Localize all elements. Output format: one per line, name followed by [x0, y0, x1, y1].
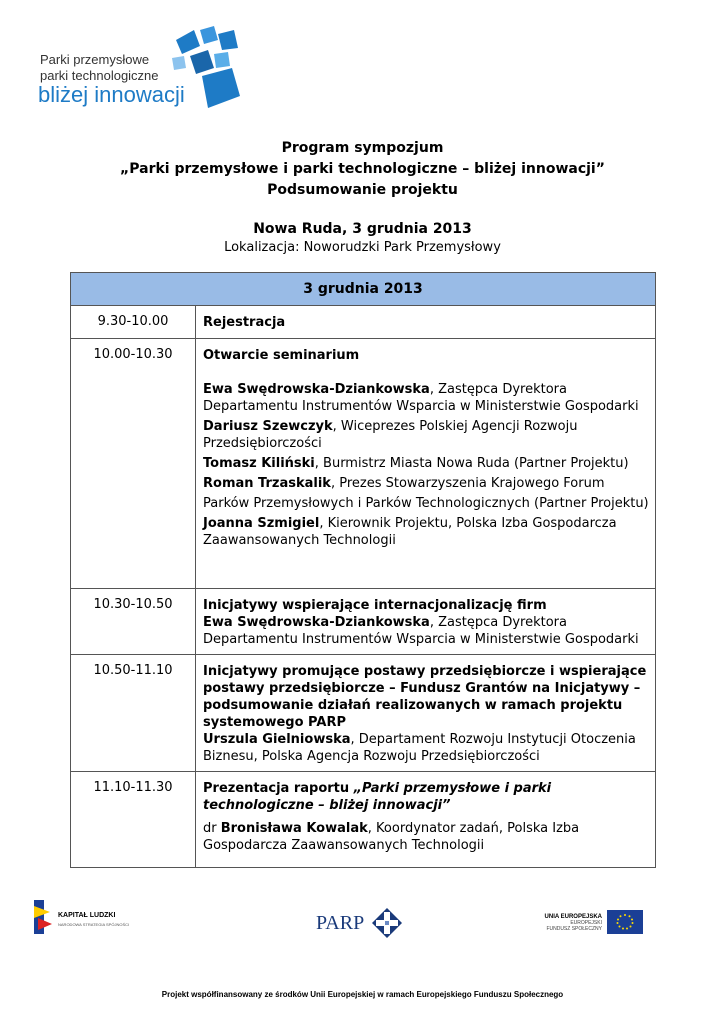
table-row	[71, 772, 656, 868]
logo-line-3: bliżej innowacji	[38, 82, 185, 107]
session-title: Otwarcie seminarium	[203, 348, 360, 363]
eu-flag-icon	[607, 910, 643, 934]
speaker-continued: Parków Przemysłowych i Parków Technologicznych (Partner Projektu)	[203, 496, 649, 511]
speaker: Tomasz Kiliński, Burmistrz Miasta Nowa Ruda (Partner Projektu)	[203, 456, 629, 471]
program-table	[70, 272, 656, 868]
kapital-ludzki-emblem-icon	[32, 900, 54, 934]
table-row	[71, 339, 656, 589]
logo-line-2: parki technologiczne	[40, 68, 159, 83]
time-cell: 9.30-10.00	[71, 306, 196, 339]
speaker: Ewa Swędrowska-Dziankowska, Zastępca Dyrektora Departamentu Instrumentów Wsparcia w Ministerstwie Gospodarki	[203, 382, 639, 414]
session-title: Prezentacja raportu „Parki przemysłowe i parki technologiczne – bliżej innowacji”	[203, 781, 552, 813]
location-line: Lokalizacja: Noworudzki Park Przemysłowy	[224, 240, 501, 255]
session-cell	[196, 306, 656, 339]
speaker: Joanna Szmigiel, Kierownik Projektu, Polska Izba Gospodarcza Zaawansowanych Technologii	[203, 516, 617, 548]
session-cell	[196, 339, 656, 589]
time-cell: 10.50-11.10	[71, 655, 196, 772]
logo-line-1: Parki przemysłowe	[40, 52, 150, 67]
symposium-title: „Parki przemysłowe i parki technologiczne – bliżej innowacji”	[120, 161, 605, 177]
time-cell: 11.10-11.30	[71, 772, 196, 868]
ue-text: UNIA EUROPEJSKA EUROPEJSKI FUNDUSZ SPOŁECZNY	[544, 914, 602, 932]
session-cell	[196, 655, 656, 772]
speaker: Roman Trzaskalik, Prezes Stowarzyszenia Krajowego Forum	[203, 476, 605, 491]
speaker: Dariusz Szewczyk, Wiceprezes Polskiej Agencji Rozwoju Przedsiębiorczości	[203, 419, 578, 451]
session-title: Inicjatywy wspierające internacjonalizację firm	[203, 598, 547, 613]
session-cell	[196, 589, 656, 655]
session-cell	[196, 772, 656, 868]
time-cell: 10.30-10.50	[71, 589, 196, 655]
time-cell: 10.00-10.30	[71, 339, 196, 589]
parp-cross-icon	[372, 908, 402, 938]
place-date: Nowa Ruda, 3 grudnia 2013	[253, 221, 472, 237]
table-row	[71, 655, 656, 772]
kapital-ludzki-logo: KAPITAŁ LUDZKI NARODOWA STRATEGIA SPÓJNOŚCI	[32, 900, 54, 938]
cofinancing-note: Projekt współfinansowany ze środków Unii Europejskiej w ramach Europejskiego Funduszu Społecznego	[161, 990, 564, 999]
table-row	[71, 306, 656, 339]
footer-logos	[0, 898, 725, 948]
speaker: Ewa Swędrowska-Dziankowska, Zastępca Dyrektora Departamentu Instrumentów Wsparcia w Ministerstwie Gospodarki	[203, 615, 639, 647]
summary-title: Podsumowanie projektu	[267, 182, 458, 198]
speaker: Urszula Gielniowska, Departament Rozwoju Instytucji Otoczenia Biznesu, Polska Agencja Rozwoju Przedsiębiorczości	[203, 732, 636, 764]
session-title: Inicjatywy promujące postawy przedsiębiorcze i wspierające postawy przedsiębiorcze – Fundusz Grantów na Inicjatywy – podsumowanie działań realizowanych w ramach projektu systemowego PARP	[203, 664, 647, 730]
program-title: Program sympozjum	[281, 140, 444, 156]
project-logo	[38, 24, 248, 114]
parp-logo-text: PARP	[316, 912, 365, 934]
table-row	[71, 589, 656, 655]
speaker: dr Bronisława Kowalak, Koordynator zadań, Polska Izba Gospodarcza Zaawansowanych Technologii	[203, 821, 580, 853]
table-header-date: 3 grudnia 2013	[71, 273, 656, 306]
puzzle-cubes-icon	[166, 24, 246, 112]
session-title: Rejestracja	[203, 315, 286, 330]
